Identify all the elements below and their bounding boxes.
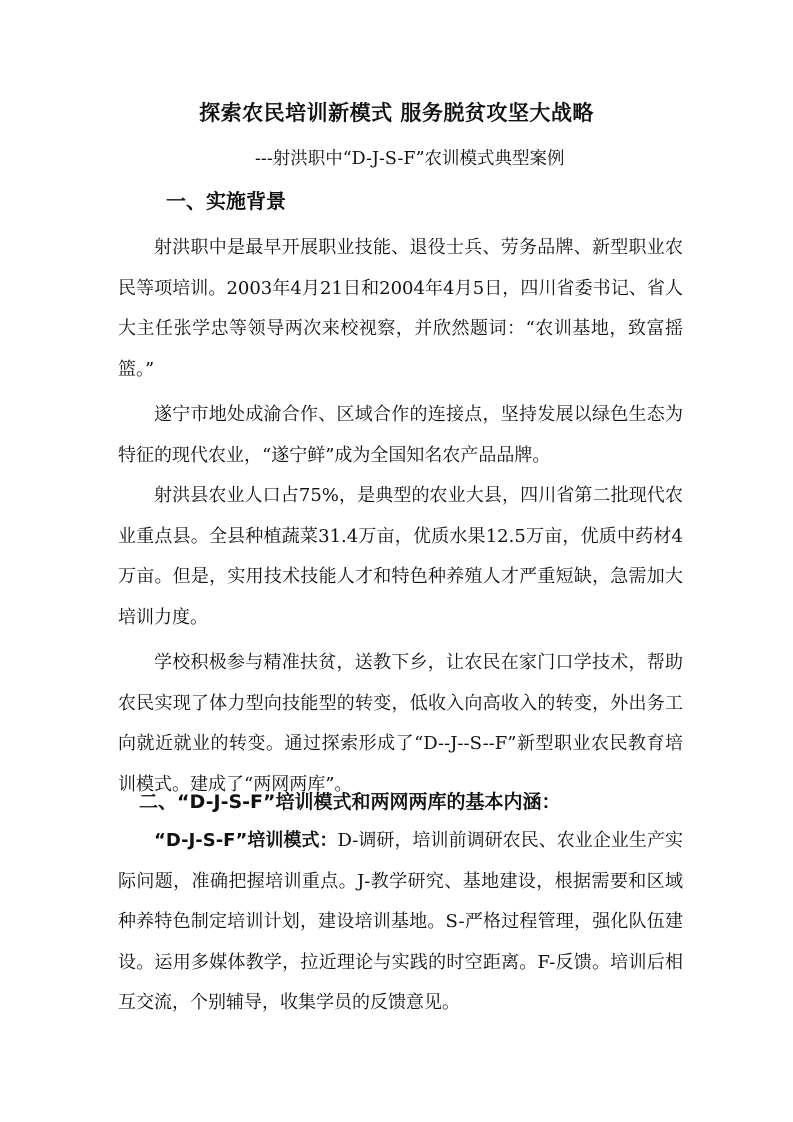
document-subtitle: ---射洪职中“D-J-S-F”农训模式典型案例 — [255, 149, 565, 169]
document-title: 探索农民培训新模式 服务脱贫攻坚大战略 — [199, 101, 594, 125]
section-2-heading: 二、“D-J-S-F”培训模式和两网两库的基本内涵： — [139, 791, 561, 813]
section-2-paragraph — [118, 821, 683, 1024]
section-1-paragraph-4: 学校积极参与精准扶贫，送教下乡，让农民在家门口学技术，帮助农民实现了体力型向技能型的转变，低收入向高收入的转变，外出务工向就近就业的转变。通过探索形成了“D--J--S--F”新型职业农民教育培训模式。建成了“两网两库”。 — [118, 652, 683, 795]
section-1-heading: 一、实施背景 — [166, 189, 286, 213]
section-1-paragraph-2: 遂宁市地处成渝合作、区域合作的连接点，坚持发展以绿色生态为特征的现代农业，“遂宁鲜”成为全国知名农产品品牌。 — [118, 404, 683, 466]
section-2-body: D-调研，培训前调研农民、农业企业生产实际问题，准确把握培训重点。J-教学研究、基地建设，根据需要和区域种养特色制定培训计划，建设培训基地。S-严格过程管理，强化队伍建设。运用多媒体教学，拉近理论与实践的时空距离。F-反馈。培训后相互交流，个别辅导，收集学员的反馈意见。 — [118, 830, 683, 1013]
section-1-paragraph-1: 射洪职中是最早开展职业技能、退役士兵、劳务品牌、新型职业农民等项培训。2003年4月21日和2004年4月5日，四川省委书记、省人大主任张学忠等领导两次来校视察，并欣然题词：“农训基地，致富摇篮。” — [118, 237, 683, 380]
section-1-paragraph-3: 射洪县农业人口占75%，是典型的农业大县，四川省第二批现代农业重点县。全县种植蔬菜31.4万亩，优质水果12.5万亩，优质中药材4万亩。但是，实用技术技能人才和特色种养殖人才严重短缺，急需加大培训力度。 — [118, 485, 683, 628]
section-2-lead: “D-J-S-F”培训模式： — [154, 830, 338, 851]
